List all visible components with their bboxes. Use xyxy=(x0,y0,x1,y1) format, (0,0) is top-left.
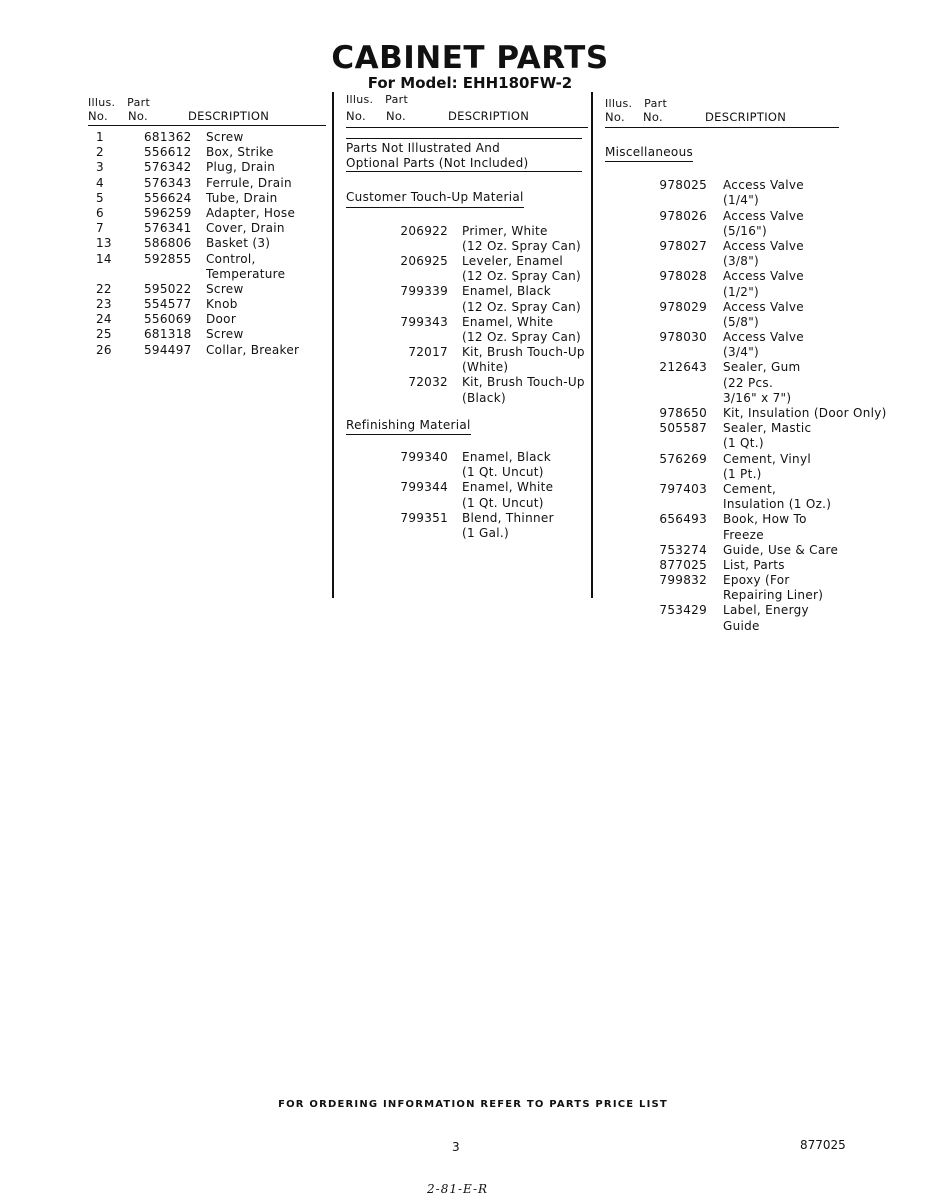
part-description: (12 Oz. Spray Can) xyxy=(462,299,581,314)
table-row xyxy=(605,512,895,527)
part-description: Collar, Breaker xyxy=(206,342,300,357)
table-row xyxy=(605,421,895,436)
table-row-continuation xyxy=(605,376,895,391)
table-row xyxy=(605,543,895,558)
part-description: Ferrule, Drain xyxy=(206,175,292,190)
table-row-continuation xyxy=(88,267,326,282)
part-description: Enamel, White xyxy=(462,480,554,495)
table-row xyxy=(605,239,895,254)
part-description: (1/4") xyxy=(723,193,759,208)
table-row-continuation xyxy=(605,391,895,406)
column-header-bottom xyxy=(88,109,326,126)
table-row-continuation xyxy=(605,497,895,512)
table-row-continuation xyxy=(346,330,588,345)
part-description: Access Valve xyxy=(723,330,804,345)
part-description: (White) xyxy=(462,360,509,375)
no-label: No. xyxy=(346,109,366,123)
parts-column-illustrated xyxy=(88,95,326,358)
part-description: Sealer, Gum xyxy=(723,360,801,375)
illus-number: 14 xyxy=(96,251,112,266)
table-row-continuation xyxy=(346,269,588,284)
table-row xyxy=(346,480,588,495)
table-row xyxy=(88,297,326,312)
table-row-continuation xyxy=(605,224,895,239)
illus-number: 23 xyxy=(96,297,112,312)
part-number: 978029 xyxy=(659,299,707,314)
part-description: Label, Energy xyxy=(723,603,809,618)
part-no-label: No. xyxy=(386,109,406,123)
table-row-continuation xyxy=(605,345,895,360)
description-label: DESCRIPTION xyxy=(188,109,270,123)
part-number: 799343 xyxy=(400,314,448,329)
illus-label: Illus. xyxy=(605,97,633,110)
table-row xyxy=(88,236,326,251)
part-description: Basket (3) xyxy=(206,236,271,251)
part-number: 596259 xyxy=(144,205,192,220)
table-row-continuation xyxy=(346,360,588,375)
table-row xyxy=(605,603,895,618)
part-number: 505587 xyxy=(659,421,707,436)
table-row xyxy=(88,176,326,191)
part-description: Book, How To xyxy=(723,512,807,527)
illus-number: 1 xyxy=(96,130,104,144)
table-row xyxy=(88,282,326,297)
table-row-continuation xyxy=(605,619,895,634)
model-subtitle: For Model: EHH180FW-2 xyxy=(367,74,573,92)
description-label: DESCRIPTION xyxy=(448,109,530,123)
part-number: 681318 xyxy=(144,327,192,342)
part-description: Tube, Drain xyxy=(206,190,278,205)
part-label: Part xyxy=(644,97,668,110)
part-description: (1 Qt.) xyxy=(723,436,764,451)
part-description: Box, Strike xyxy=(206,145,274,160)
part-description: Insulation (1 Oz.) xyxy=(723,497,832,512)
part-number: 799351 xyxy=(400,510,448,525)
part-number: 797403 xyxy=(659,481,707,496)
illus-number: 4 xyxy=(96,175,104,190)
no-label: No. xyxy=(605,110,625,124)
table-row xyxy=(346,511,588,526)
table-row xyxy=(88,130,326,145)
table-row xyxy=(346,375,588,390)
part-description: (1 Qt. Uncut) xyxy=(462,495,544,510)
optional-parts-intro xyxy=(346,138,582,172)
part-description: Repairing Liner) xyxy=(723,588,824,603)
table-row xyxy=(88,327,326,342)
part-description: Cover, Drain xyxy=(206,221,285,236)
illus-number: 7 xyxy=(96,221,104,236)
part-description: Door xyxy=(206,312,237,327)
table-row-continuation xyxy=(346,391,588,406)
part-no-label: No. xyxy=(643,110,663,124)
part-number: 753429 xyxy=(659,603,707,618)
table-row xyxy=(605,452,895,467)
part-description: Adapter, Hose xyxy=(206,205,296,220)
part-number: 877025 xyxy=(659,557,707,572)
part-number: 206925 xyxy=(400,253,448,268)
part-number: 592855 xyxy=(144,251,192,266)
part-description: Access Valve xyxy=(723,269,804,284)
illus-number: 13 xyxy=(96,236,112,251)
illus-number: 3 xyxy=(96,160,104,175)
no-label: No. xyxy=(88,109,108,123)
part-number: 586806 xyxy=(144,236,192,251)
part-description: Cement, xyxy=(723,481,777,496)
table-row xyxy=(605,360,895,375)
part-description: (22 Pcs. xyxy=(723,375,774,390)
table-row xyxy=(88,206,326,221)
table-row-continuation xyxy=(605,285,895,300)
handwritten-note: 2-81-E-R xyxy=(427,1182,489,1196)
table-row-continuation xyxy=(346,239,588,254)
column-header-bottom xyxy=(346,109,588,128)
table-row-continuation xyxy=(605,254,895,269)
table-row xyxy=(88,343,326,358)
part-number: 799832 xyxy=(659,573,707,588)
table-row-continuation xyxy=(346,465,588,480)
section-heading-misc: Miscellaneous xyxy=(605,145,693,162)
illus-number: 26 xyxy=(96,342,112,357)
miscellaneous-parts-list xyxy=(605,178,895,634)
part-description: (3/8") xyxy=(723,254,759,269)
part-number: 576343 xyxy=(144,175,192,190)
part-description: Epoxy (For xyxy=(723,573,790,588)
illus-number: 5 xyxy=(96,190,104,205)
part-number: 978027 xyxy=(659,238,707,253)
table-row-continuation xyxy=(605,193,895,208)
part-number: 799340 xyxy=(400,450,448,465)
part-description: (3/4") xyxy=(723,345,759,360)
part-description: Enamel, Black xyxy=(462,450,551,465)
part-number: 576342 xyxy=(144,160,192,175)
table-row xyxy=(88,221,326,236)
column-header-top xyxy=(605,96,895,110)
part-number: 576341 xyxy=(144,221,192,236)
column-header-bottom xyxy=(605,110,839,128)
table-row xyxy=(346,315,588,330)
table-row xyxy=(605,406,895,421)
part-number: 595022 xyxy=(144,281,192,296)
part-description: (5/16") xyxy=(723,223,767,238)
table-row-continuation xyxy=(346,526,588,541)
part-number: 978028 xyxy=(659,269,707,284)
part-description: (1 Pt.) xyxy=(723,466,762,481)
column-header-top xyxy=(346,92,588,106)
table-row xyxy=(605,300,895,315)
part-description: (5/8") xyxy=(723,314,759,329)
parts-column-optional xyxy=(346,92,588,541)
part-number: 753274 xyxy=(659,542,707,557)
page-number: 3 xyxy=(452,1140,460,1154)
table-row xyxy=(605,558,895,573)
illus-number: 24 xyxy=(96,312,112,327)
column-header-top xyxy=(88,95,326,109)
part-label: Part xyxy=(127,96,151,109)
illus-number: 6 xyxy=(96,205,104,220)
table-row-continuation xyxy=(605,436,895,451)
part-number: 556612 xyxy=(144,145,192,160)
part-description: Temperature xyxy=(206,266,286,281)
part-description: Leveler, Enamel xyxy=(462,253,564,268)
part-description: Access Valve xyxy=(723,178,804,193)
part-number: 978026 xyxy=(659,208,707,223)
part-description: Plug, Drain xyxy=(206,160,276,175)
table-row xyxy=(88,312,326,327)
table-row xyxy=(605,330,895,345)
part-number: 72032 xyxy=(408,375,448,390)
part-number: 799339 xyxy=(400,284,448,299)
table-row xyxy=(605,269,895,284)
table-row xyxy=(605,482,895,497)
part-description: Kit, Brush Touch-Up xyxy=(462,345,585,360)
part-number: 206922 xyxy=(400,223,448,238)
description-label: DESCRIPTION xyxy=(705,110,787,124)
touch-up-material-list xyxy=(346,224,588,406)
illus-number: 22 xyxy=(96,281,112,296)
part-number: 978650 xyxy=(659,406,707,421)
illus-number: 25 xyxy=(96,327,112,342)
table-row xyxy=(88,252,326,267)
intro-line-2: Optional Parts (Not Included) xyxy=(346,156,529,171)
illus-label: Illus. xyxy=(346,93,374,106)
table-row xyxy=(605,178,895,193)
part-number: 978025 xyxy=(659,178,707,193)
part-number: 681362 xyxy=(144,130,192,144)
illus-number: 2 xyxy=(96,145,104,160)
part-description: Access Valve xyxy=(723,238,804,253)
table-row xyxy=(346,450,588,465)
part-number: 556624 xyxy=(144,190,192,205)
part-description: Screw xyxy=(206,281,244,296)
part-description: (Black) xyxy=(462,390,506,405)
table-row xyxy=(88,191,326,206)
part-number: 576269 xyxy=(659,451,707,466)
part-description: Access Valve xyxy=(723,299,804,314)
part-description: Kit, Brush Touch-Up xyxy=(462,375,585,390)
part-description: (1/2") xyxy=(723,284,759,299)
column-divider-left xyxy=(332,92,334,598)
ordering-info-note: FOR ORDERING INFORMATION REFER TO PARTS PRICE LIST xyxy=(278,1099,668,1110)
table-row-continuation xyxy=(605,467,895,482)
part-description: (1 Qt. Uncut) xyxy=(462,465,544,480)
part-number: 594497 xyxy=(144,342,192,357)
part-description: Freeze xyxy=(723,527,764,542)
refinishing-material-list xyxy=(346,450,588,541)
table-row-continuation xyxy=(346,496,588,511)
part-no-label: No. xyxy=(128,109,148,123)
part-description: (12 Oz. Spray Can) xyxy=(462,329,581,344)
part-description: Sealer, Mastic xyxy=(723,421,812,436)
part-description: 3/16" x 7") xyxy=(723,390,792,405)
part-description: Blend, Thinner xyxy=(462,510,554,525)
part-description: (12 Oz. Spray Can) xyxy=(462,238,581,253)
document-number: 877025 xyxy=(800,1138,846,1152)
page-title: CABINET PARTS xyxy=(331,40,609,76)
part-description: Cement, Vinyl xyxy=(723,451,811,466)
intro-line-1: Parts Not Illustrated And xyxy=(346,141,501,155)
part-number: 72017 xyxy=(408,345,448,360)
part-description: List, Parts xyxy=(723,557,785,572)
part-description: Screw xyxy=(206,327,244,342)
part-description: Access Valve xyxy=(723,208,804,223)
part-description: Knob xyxy=(206,297,238,312)
part-label: Part xyxy=(385,93,409,106)
table-row-continuation xyxy=(605,528,895,543)
part-number: 656493 xyxy=(659,512,707,527)
part-description: Kit, Insulation (Door Only) xyxy=(723,406,887,421)
section-heading-refinishing: Refinishing Material xyxy=(346,418,471,435)
table-row-continuation xyxy=(605,588,895,603)
part-description: Control, xyxy=(206,251,256,266)
parts-list-illustrated xyxy=(88,130,326,358)
table-row xyxy=(605,573,895,588)
table-row-continuation xyxy=(346,300,588,315)
part-number: 212643 xyxy=(659,360,707,375)
part-number: 554577 xyxy=(144,297,192,312)
table-row-continuation xyxy=(605,315,895,330)
part-number: 799344 xyxy=(400,480,448,495)
part-description: Primer, White xyxy=(462,223,548,238)
table-row xyxy=(346,345,588,360)
table-row xyxy=(88,160,326,175)
table-row xyxy=(346,224,588,239)
table-row xyxy=(88,145,326,160)
part-description: Screw xyxy=(206,130,244,144)
illus-label: Illus. xyxy=(88,96,116,109)
section-heading-touch-up: Customer Touch-Up Material xyxy=(346,190,524,207)
part-description: Guide xyxy=(723,618,760,633)
part-description: Enamel, White xyxy=(462,314,554,329)
column-divider-right xyxy=(591,92,593,598)
part-description: Enamel, Black xyxy=(462,284,551,299)
table-row xyxy=(605,209,895,224)
part-description: (1 Gal.) xyxy=(462,526,510,540)
part-description: (12 Oz. Spray Can) xyxy=(462,269,581,284)
table-row xyxy=(346,254,588,269)
part-number: 978030 xyxy=(659,330,707,345)
parts-column-misc xyxy=(605,96,895,634)
table-row xyxy=(346,284,588,299)
part-number: 556069 xyxy=(144,312,192,327)
part-description: Guide, Use & Care xyxy=(723,542,839,557)
